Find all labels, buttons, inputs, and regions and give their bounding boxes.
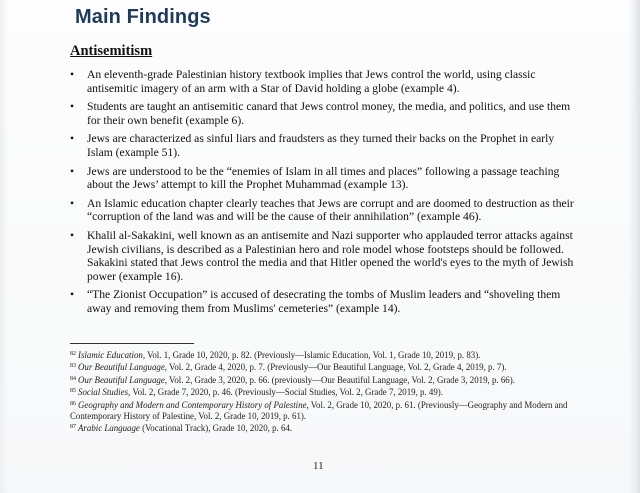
footnote-number: 82 <box>70 351 76 357</box>
footnote-number: 83 <box>70 363 76 370</box>
page-title: Main Findings <box>75 6 211 28</box>
footnote-source-title: Islamic Education <box>78 350 143 360</box>
footnote-number: 84 <box>70 375 76 382</box>
footnote <box>70 361 575 373</box>
footnote-number: 87 <box>70 424 76 431</box>
bullet-marker: • <box>70 68 75 81</box>
footnote-text: , Vol. 2, Grade 10, 2020, p. 61. (Previously—Geography and Modern and Contemporary History of Palestine, Vol. 2, Grade 10, 2019, p. 61). <box>70 399 568 422</box>
finding-text: Jews are understood to be the “enemies of Islam in all times and places” following a passage teaching about the Jews’ attempt to kill the Prophet Muhammad (example 13). <box>87 164 560 192</box>
bullet-marker: • <box>70 228 75 242</box>
footnote-source-title: Social Studies <box>78 387 129 398</box>
finding-item <box>70 229 575 283</box>
bullet-marker: • <box>70 164 75 178</box>
footnote <box>70 349 575 361</box>
footnote <box>70 399 575 423</box>
footnote-source-title: Arabic Language <box>78 423 140 434</box>
finding-item <box>70 132 575 159</box>
footnote-text: , Vol. 2, Grade 4, 2020, p. 7. (Previously—Our Beautiful Language, Vol. 2, Grade 4, 2019, p. 7). <box>164 362 507 373</box>
bullet-marker: • <box>70 196 75 210</box>
findings-list <box>70 68 575 321</box>
footnotes-list <box>70 349 575 435</box>
footnote <box>70 422 575 434</box>
footnote-text: , Vol. 1, Grade 10, 2020, p. 82. (Previously—Islamic Education, Vol. 1, Grade 10, 2019, p. 83). <box>142 350 481 360</box>
finding-text: An eleventh-grade Palestinian history textbook implies that Jews control the world, using classic antisemitic imagery of an arm with a Star of David holding a globe (example 4). <box>87 68 536 95</box>
finding-text: Khalil al-Sakakini, well known as an antisemite and Nazi supporter who applauded terror attacks against Jewish civilians, is described as a Palestinian hero and role model whose footsteps should be followed. Sakakini stated that Jews control the media and that Hitler opened the world's eyes to the myth of Jewish power (example 16). <box>87 228 574 283</box>
finding-item <box>70 68 575 95</box>
footnote-number: 85 <box>70 388 76 395</box>
page-number: 11 <box>313 460 324 472</box>
finding-text: “The Zionist Occupation” is accused of desecrating the tombs of Muslim leaders and “shoveling them away and removing them from Muslims' cemeteries” (example 14). <box>87 288 561 315</box>
finding-item <box>70 197 575 224</box>
bullet-marker: • <box>70 100 75 114</box>
footnote-text: , Vol. 2, Grade 7, 2020, p. 46. (Previously—Social Studies, Vol. 2, Grade 7, 2019, p. 49). <box>128 387 443 398</box>
footnote <box>70 386 575 398</box>
bullet-marker: • <box>70 132 75 146</box>
finding-item <box>70 165 575 192</box>
footnote-text: , Vol. 2, Grade 3, 2020, p. 66. (previously—Our Beautiful Language, Vol. 2, Grade 3, 2019, p. 66). <box>164 374 515 385</box>
footnote-divider <box>70 343 194 344</box>
page-right-shadow <box>628 0 640 493</box>
page-left-shadow <box>0 0 8 493</box>
finding-item <box>70 288 575 315</box>
footnote-source-title: Our Beautiful Language <box>78 374 165 385</box>
footnote-number: 86 <box>70 400 76 407</box>
section-heading: Antisemitism <box>70 43 153 59</box>
finding-text: Jews are characterized as sinful liars and fraudsters as they turned their backs on the Prophet in early Islam (example 51). <box>87 132 555 159</box>
footnote <box>70 374 575 386</box>
bullet-marker: • <box>70 288 75 302</box>
footnote-source-title: Our Beautiful Language <box>78 362 165 373</box>
finding-text: An Islamic education chapter clearly teaches that Jews are corrupt and are doomed to destruction as their “corruption of the land was and will be the cause of their annihilation” (example 46). <box>87 196 574 224</box>
finding-text: Students are taught an antisemitic canard that Jews control money, the media, and politics, and use them for their own benefit (example 6). <box>87 100 571 127</box>
footnote-source-title: Geography and Modern and Contemporary History of Palestine <box>78 399 307 410</box>
footnote-text: (Vocational Track), Grade 10, 2020, p. 64. <box>139 423 293 434</box>
finding-item <box>70 100 575 127</box>
